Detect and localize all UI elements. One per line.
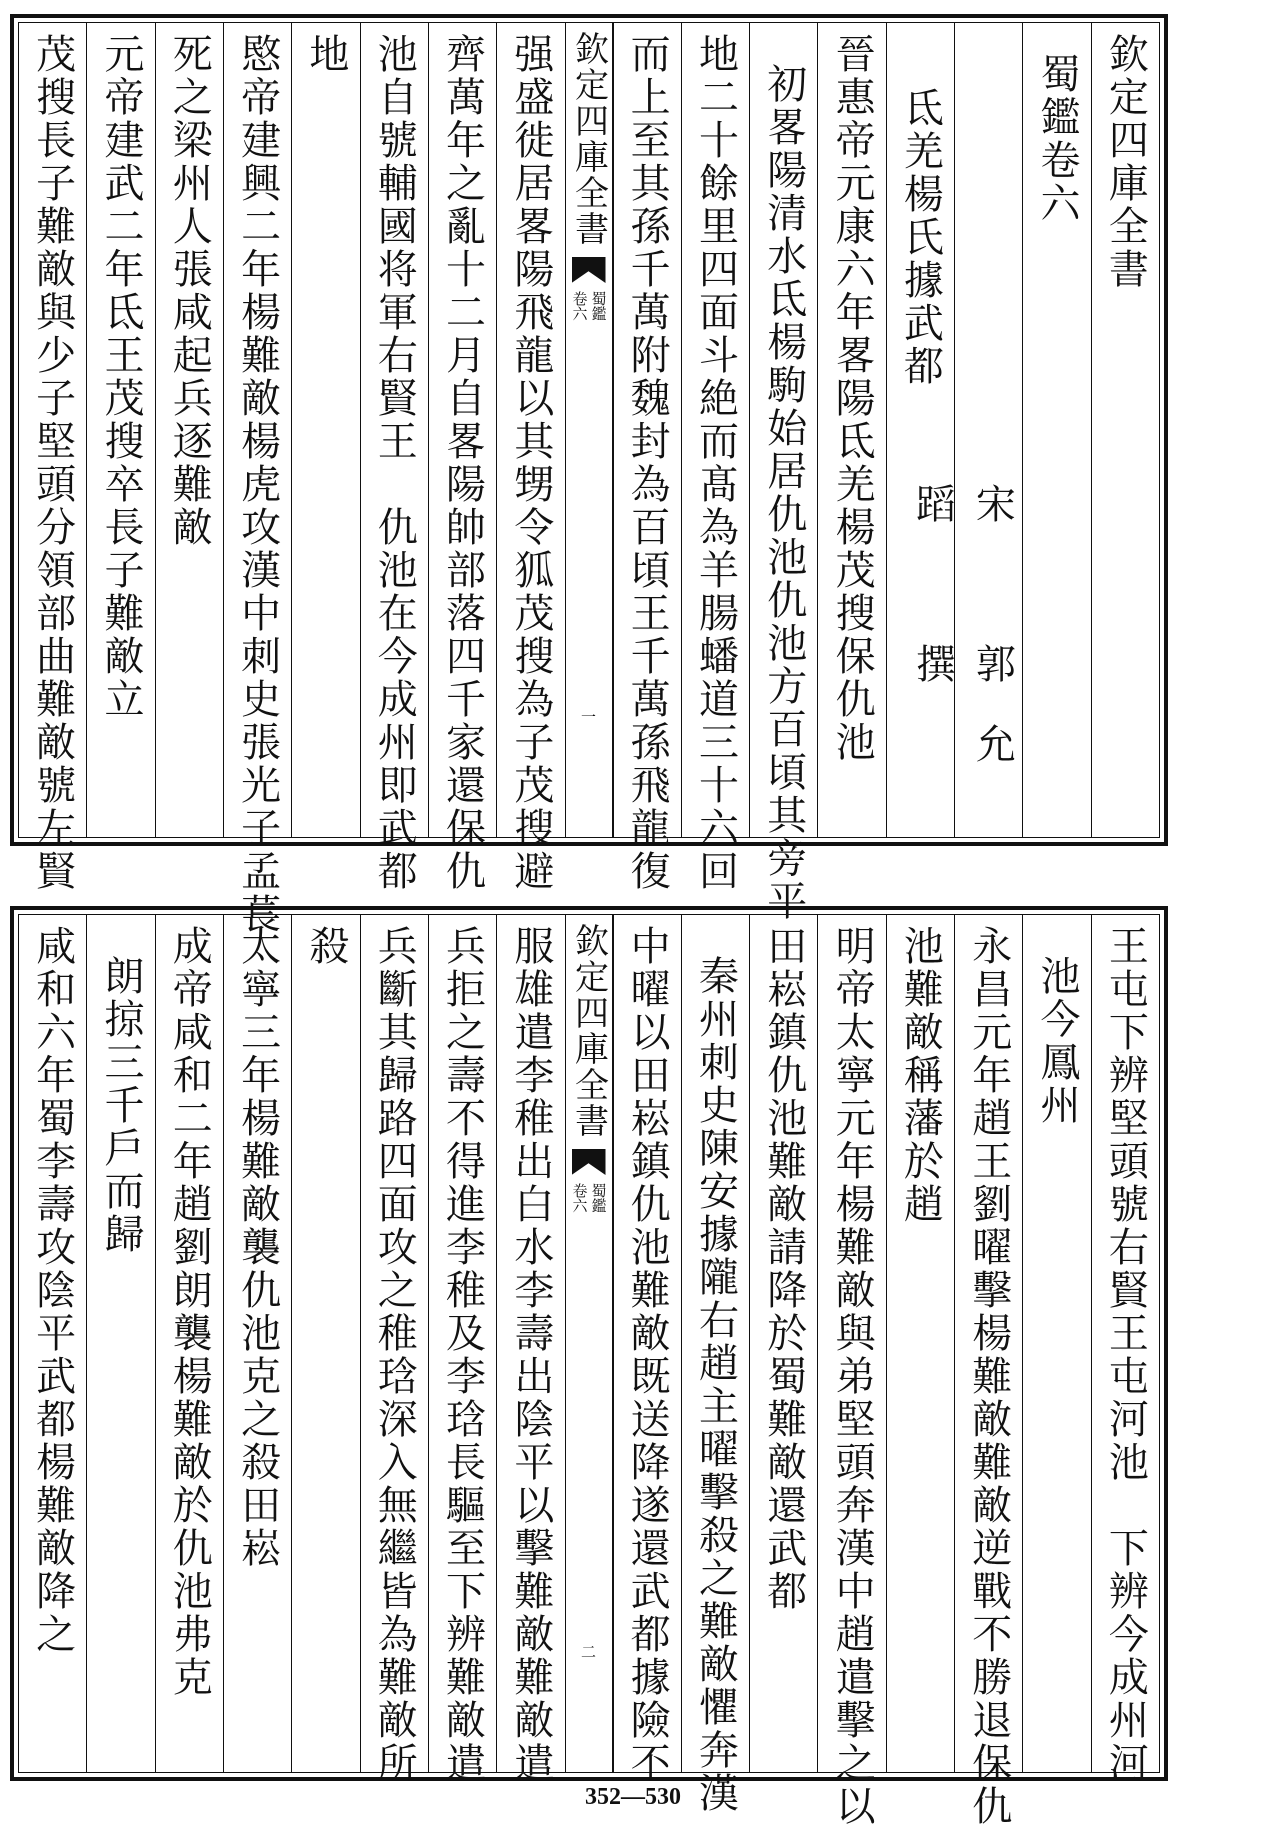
gutter-page-number: 一 [580,708,596,726]
column-text: 中曜以田崧鎮仇池難敵既送降遂還武都據險不 [624,925,671,1785]
text-column [19,23,86,893]
column-text: 地 [302,33,349,76]
column-text: 成帝咸和二年趙劉朗襲楊難敵於仇池弗克 [166,925,213,1699]
column-text: 池難敵稱藩於趙 [897,925,944,1226]
center-gutter [565,23,613,837]
column-text: 王屯下辨堅頭號右賢王屯河池 下辨今成州河 [1102,925,1149,1785]
text-column [886,915,954,1772]
fishtail-mark [572,257,606,283]
text-column [496,915,564,1785]
column-text: 兵拒之壽不得進李稚及李琀長驅至下辨難敵遣 [439,925,486,1785]
column-text: 朗掠三千戶而歸 [97,955,144,1256]
center-gutter [565,915,613,1772]
text-column [613,915,681,1785]
text-column [291,23,359,837]
text-column [223,23,291,936]
column-text: 愍帝建興二年楊難敵楊虎攻漢中刺史張光子孟萇 [234,33,281,936]
text-column [681,915,749,1815]
text-column [1091,23,1159,837]
text-column [155,23,223,837]
text-column [817,915,885,1828]
text-column [86,915,154,1772]
text-column [19,915,86,1772]
column-text: 氐羌楊氏據武都 [897,87,944,388]
gutter-subtitle [571,291,607,321]
column-text: 太寧三年楊難敵襲仇池克之殺田崧 [234,925,281,1570]
column-text: 欽定四庫全書 [1102,33,1149,291]
gutter-book-label: 蜀鑑 [589,291,608,321]
column-text: 强盛徙居畧陽飛龍以其甥令狐茂搜為子茂搜避 [507,33,554,893]
column-text: 元帝建武二年氐王茂搜卒長子難敵立 [97,33,144,721]
column-text: 地二十餘里四面斗絶而髙為羊腸蟠道三十六回 [692,33,739,893]
text-column [360,23,428,893]
text-column [155,915,223,1772]
gutter-subtitle [571,1183,607,1213]
column-text: 晉惠帝元康六年畧陽氐羌楊茂搜保仇池 [829,33,876,764]
text-column [1022,915,1090,1772]
text-column [613,23,681,893]
column-text: 池今鳳州 [1034,955,1081,1127]
column-text: 殺 [302,925,349,968]
text-column [817,23,885,837]
text-column [223,915,291,1772]
column-text: 初畧陽清水氐楊駒始居仇池仇池方百頃其旁平 [760,63,807,923]
text-column [428,23,496,893]
column-text: 死之梁州人張咸起兵逐難敵 [166,33,213,549]
column-text: 咸和六年蜀李壽攻陰平武都楊難敵降之 [29,925,76,1656]
column-text: 池自號輔國将軍右賢王 仇池在今成州即武都 [371,33,418,893]
text-column [749,915,817,1772]
column-text: 蜀鑑卷六 [1034,53,1081,225]
folio-1-columns [19,23,1159,936]
fishtail-mark [572,1149,606,1175]
column-text: 明帝太寧元年楊難敵與弟堅頭奔漢中趙遣擊之以 [829,925,876,1828]
text-column [86,23,154,837]
text-column [360,915,428,1785]
text-column [1022,23,1090,837]
gutter-volume-label: 卷六 [570,1183,589,1213]
column-text: 兵斷其歸路四面攻之稚琀深入無繼皆為難敵所 [371,925,418,1785]
text-column [1091,915,1159,1785]
text-column [428,915,496,1785]
text-column [954,915,1022,1828]
gutter-title: 欽定四庫全書 [568,31,609,247]
text-column [496,23,564,893]
column-text: 秦州刺史陳安據隴右趙主曜擊殺之難敵懼奔漢 [692,955,739,1815]
column-text: 而上至其孫千萬附魏封為百頃王千萬孫飛龍復 [624,33,671,893]
column-text: 齊萬年之亂十二月自畧陽帥部落四千家還保仇 [439,33,486,893]
page-number: 352—530 [585,1784,681,1810]
author-line: 宋 郭允蹈 撰 [909,483,1016,803]
column-text: 田崧鎮仇池難敵請降於蜀難敵還武都 [760,925,807,1613]
gutter-page-number: 二 [580,1643,596,1661]
column-text: 茂搜長子難敵與少子堅頭分領部曲難敵號左賢 [29,33,76,893]
text-column [291,915,359,1772]
folio-1 [10,14,1168,936]
text-column [749,23,817,923]
gutter-book-label: 蜀鑑 [589,1183,608,1213]
text-column [681,23,749,893]
column-text: 服雄遣李稚出白水李壽出陰平以擊難敵難敵遣 [507,925,554,1785]
gutter-volume-label: 卷六 [570,291,589,321]
column-text: 永昌元年趙王劉曜擊楊難敵難敵逆戰不勝退保仇 [965,925,1012,1828]
gutter-title: 欽定四庫全書 [568,923,609,1139]
text-column [886,23,954,837]
